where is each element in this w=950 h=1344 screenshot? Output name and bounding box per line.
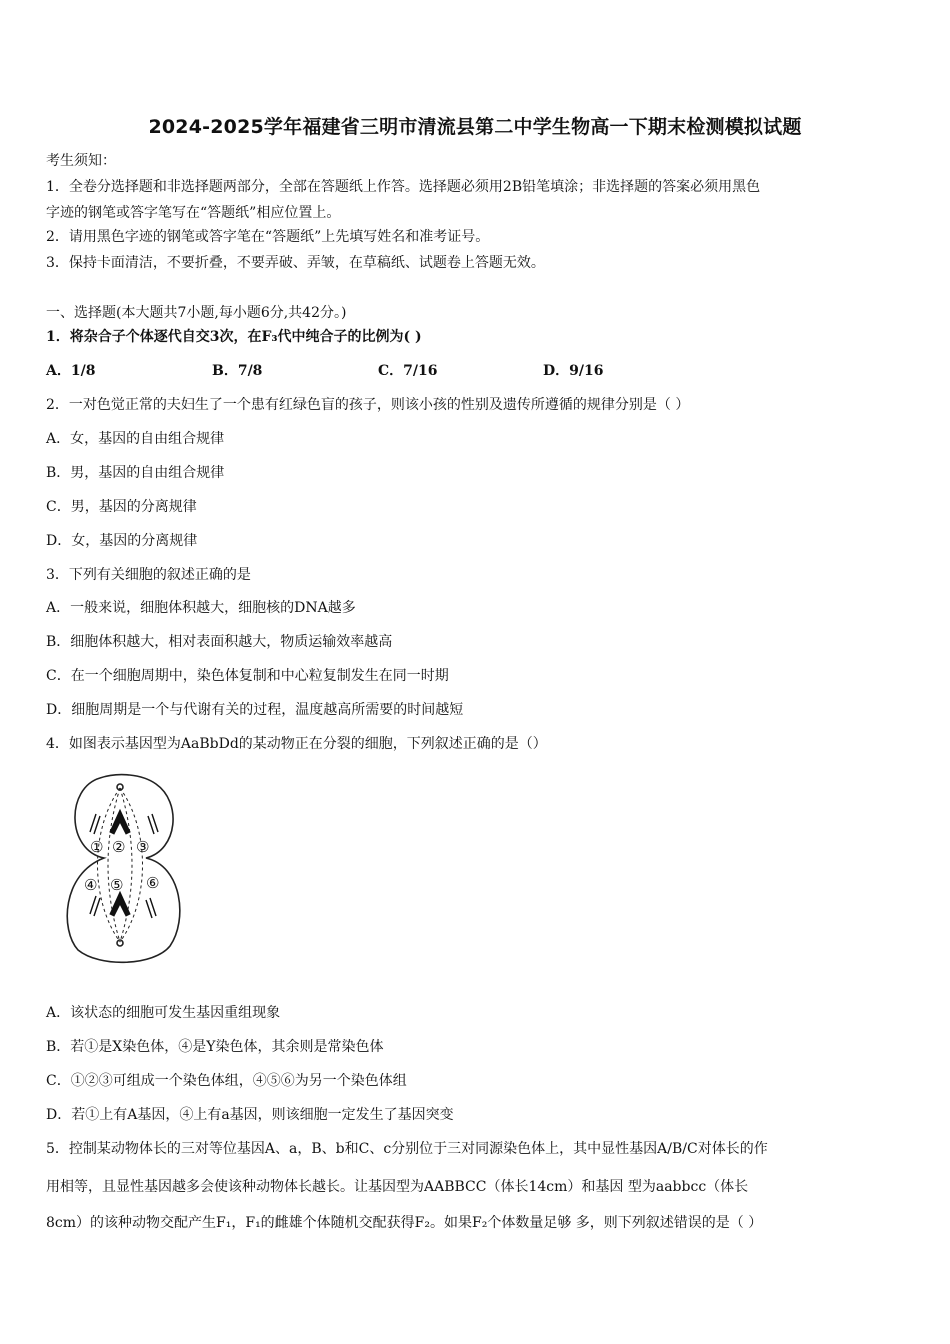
- q3-option-a: A．一般来说，细胞体积越大，细胞核的DNA越多: [46, 600, 356, 616]
- q3-option-d: D．细胞周期是一个与代谢有关的过程，温度越高所需要的时间越短: [46, 702, 464, 718]
- label-4: ④: [84, 876, 98, 894]
- notice-item: 1．全卷分选择题和非选择题两部分，全部在答题纸上作答。选择题必须用2B铅笔填涂；非选择题的答案必须用黑色: [46, 179, 761, 195]
- q1-option-b: B．7/8: [212, 363, 263, 379]
- question-3-stem: 3．下列有关细胞的叙述正确的是: [46, 567, 251, 583]
- notice-item: 3．保持卡面清洁，不要折叠，不要弄破、弄皱，在草稿纸、试题卷上答题无效。: [46, 255, 545, 271]
- chromosome: [90, 814, 100, 834]
- q1-option-a: A．1/8: [46, 363, 96, 379]
- label-5: ⑤: [110, 876, 124, 894]
- question-5-line: 8cm）的该种动物交配产生F₁，F₁的雌雄个体随机交配获得F₂。如果F₂个体数量足够 多，则下列叙述错误的是（ ）: [46, 1215, 763, 1231]
- label-2: ②: [112, 838, 126, 856]
- q2-option-d: D．女，基因的分离规律: [46, 533, 198, 549]
- centrosome-bottom: [117, 940, 123, 946]
- question-4-stem: 4．如图表示基因型为AaBbDd的某动物正在分裂的细胞，下列叙述正确的是（）: [46, 736, 547, 752]
- q3-option-c: C．在一个细胞周期中，染色体复制和中心粒复制发生在同一时期: [46, 668, 449, 684]
- q4-option-d: D．若①上有A基因，④上有a基因，则该细胞一定发生了基因突变: [46, 1107, 454, 1123]
- section-heading: 一、选择题(本大题共7小题,每小题6分,共42分。): [46, 305, 347, 321]
- q2-option-b: B．男，基因的自由组合规律: [46, 465, 225, 481]
- q4-option-a: A．该状态的细胞可发生基因重组现象: [46, 1005, 281, 1021]
- page-title: 2024-2025学年福建省三明市清流县第二中学生物高一下期末检测模拟试题: [148, 116, 802, 138]
- question-5-line: 5．控制某动物体长的三对等位基因A、a，B、b和C、c分别位于三对同源染色体上，其中显性基因A/B/C对体长的作: [46, 1141, 768, 1157]
- notice-heading: 考生须知：: [46, 153, 116, 169]
- chromosome: [148, 814, 158, 834]
- question-5-line: 用相等，且显性基因越多会使该种动物体长越长。让基因型为AABBCC（体长14cm）和基因 型为aabbcc（体长: [46, 1179, 749, 1195]
- cell-outline: [67, 775, 180, 963]
- q4-option-c: C．①②③可组成一个染色体组，④⑤⑥为另一个染色体组: [46, 1073, 407, 1089]
- q2-option-c: C．男，基因的分离规律: [46, 499, 197, 515]
- chromosome: [146, 898, 156, 918]
- question-2-stem: 2．一对色觉正常的夫妇生了一个患有红绿色盲的孩子，则该小孩的性别及遗传所遵循的规律分别是（ ）: [46, 397, 690, 413]
- q1-option-c: C．7/16: [378, 363, 438, 379]
- question-1-stem: 1．将杂合子个体逐代自交3次，在F₃代中纯合子的比例为( ): [46, 329, 422, 345]
- q2-option-a: A．女，基因的自由组合规律: [46, 431, 225, 447]
- label-6: ⑥: [146, 874, 160, 892]
- q4-option-b: B．若①是X染色体，④是Y染色体，其余则是常染色体: [46, 1039, 384, 1055]
- label-1: ①: [90, 838, 104, 856]
- label-3: ③: [136, 838, 150, 856]
- q3-option-b: B．细胞体积越大，相对表面积越大，物质运输效率越高: [46, 634, 393, 650]
- q1-option-d: D．9/16: [543, 363, 604, 379]
- chromosome: [90, 896, 100, 916]
- chromosome: [110, 892, 130, 916]
- cell-division-diagram: [60, 770, 188, 968]
- notice-item: 字迹的钢笔或答字笔写在“答题纸”相应位置上。: [46, 205, 341, 221]
- notice-item: 2．请用黑色字迹的钢笔或答字笔在“答题纸”上先填写姓名和准考证号。: [46, 229, 490, 245]
